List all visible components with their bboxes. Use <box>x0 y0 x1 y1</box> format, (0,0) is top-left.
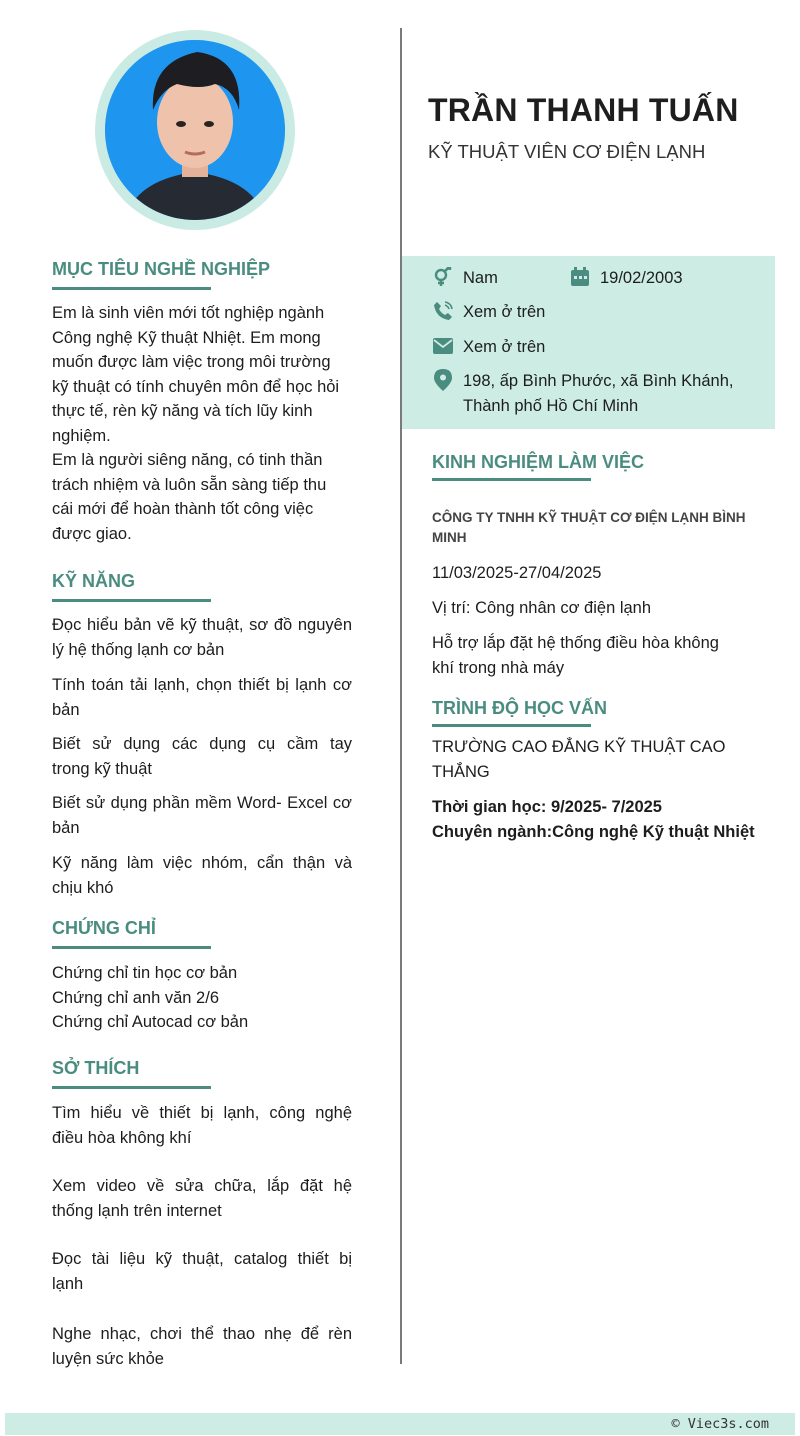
objective-line: Công nghệ Kỹ thuật Nhiệt. Em mong <box>52 328 321 347</box>
footer-watermark: © Viec3s.com <box>671 1416 769 1432</box>
hobby-item: Nghe nhạc, chơi thể thao nhẹ để rèn luyện sức khỏe <box>52 1325 352 1368</box>
objective-line: kỹ thuật có tính chuyên môn để học hỏi <box>52 377 340 396</box>
skill-item: Kỹ năng làm việc nhóm, cẩn thận và chịu khó <box>52 854 352 897</box>
phone-value: Xem ở trên <box>463 303 546 321</box>
person-photo-icon <box>105 40 285 220</box>
company-name: CÔNG TY TNHH KỸ THUẬT CƠ ĐIỆN LẠNH BÌNH MINH <box>432 510 746 545</box>
footer-bar <box>5 1413 795 1435</box>
birthday-value: 19/02/2003 <box>600 269 683 287</box>
school-name: TRƯỜNG CAO ĐẲNG KỸ THUẬT CAO THẮNG <box>432 738 726 781</box>
certificates-section <box>52 918 352 945</box>
contact-panel <box>402 256 775 429</box>
certificate-item: Chứng chỉ tin học cơ bản <box>52 964 238 982</box>
skill-item: Biết sử dụng các dụng cụ cầm tay trong kỹ thuật <box>52 735 352 778</box>
study-time: Thời gian học: 9/2025- 7/2025 <box>432 798 662 816</box>
gender-row <box>432 266 498 291</box>
email-row <box>432 335 545 360</box>
skill-item: Đọc hiểu bản vẽ kỹ thuật, sơ đồ nguyên lý hệ thống lạnh cơ bản <box>52 616 352 659</box>
objective-section <box>52 259 352 286</box>
education-details <box>432 795 772 844</box>
certificates-list <box>52 961 352 1035</box>
address-line-2: Thành phố Hồ Chí Minh <box>463 396 639 415</box>
objective-line: được giao. <box>52 524 132 543</box>
birthday-row <box>569 266 683 291</box>
certificate-item: Chứng chỉ anh văn 2/6 <box>52 988 219 1007</box>
calendar-icon <box>569 266 591 288</box>
candidate-role: KỸ THUẬT VIÊN CƠ ĐIỆN LẠNH <box>428 141 706 162</box>
hobby-item: Đọc tài liệu kỹ thuật, catalog thiết bị lạnh <box>52 1250 352 1293</box>
objective-line: thực tế, rèn kỹ năng và tích lũy kinh <box>52 402 313 420</box>
experience-position: Vị trí: Công nhân cơ điện lạnh <box>432 599 652 617</box>
gender-value: Nam <box>463 269 498 287</box>
certificate-item: Chứng chỉ Autocad cơ bản <box>52 1013 249 1031</box>
phone-row <box>432 300 545 325</box>
skills-section <box>52 571 352 598</box>
address-row <box>432 369 733 418</box>
objective-title: MỤC TIÊU NGHỀ NGHIỆP <box>52 259 352 286</box>
skill-item: Biết sử dụng phần mềm Word- Excel cơ bản <box>52 794 352 837</box>
objective-line: nghiệm. <box>52 426 111 445</box>
email-icon <box>432 335 454 357</box>
objective-line: Em là người siêng năng, có tinh thần <box>52 451 323 469</box>
hobbies-title: SỞ THÍCH <box>52 1058 352 1085</box>
experience-title: KINH NGHIỆM LÀM VIỆC <box>432 452 645 472</box>
study-major: Chuyên ngành:Công nghệ Kỹ thuật Nhiệt <box>432 822 755 841</box>
gender-icon <box>432 266 454 288</box>
phone-icon <box>432 300 454 322</box>
address-line-1: 198, ấp Bình Phước, xã Bình Khánh, <box>463 372 734 390</box>
column-divider <box>400 28 402 1364</box>
hobbies-section <box>52 1058 352 1085</box>
avatar <box>105 40 285 220</box>
address-value <box>463 369 733 418</box>
education-title: TRÌNH ĐỘ HỌC VẤN <box>432 698 607 718</box>
certificates-title: CHỨNG CHỈ <box>52 918 352 945</box>
experience-description: Hỗ trợ lắp đặt hệ thống điều hòa không khí trong nhà máy <box>432 634 719 677</box>
email-value: Xem ở trên <box>463 338 546 356</box>
skill-item: Tính toán tải lạnh, chọn thiết bị lạnh cơ bản <box>52 676 352 719</box>
hobby-item: Xem video về sửa chữa, lắp đặt hệ thống lạnh trên internet <box>52 1177 352 1220</box>
location-pin-icon <box>432 369 454 391</box>
skills-title: KỸ NĂNG <box>52 571 352 598</box>
objective-line: Em là sinh viên mới tốt nghiệp ngành <box>52 304 325 322</box>
objective-text <box>52 301 352 546</box>
experience-period: 11/03/2025-27/04/2025 <box>432 564 602 582</box>
objective-line: cái mới để hoàn thành tốt công việc <box>52 500 314 518</box>
objective-line: muốn được làm việc trong môi trường <box>52 353 331 371</box>
candidate-name: TRẦN THANH TUẤN <box>428 92 739 128</box>
hobby-item: Tìm hiểu về thiết bị lạnh, công nghệ điều hòa không khí <box>52 1104 352 1147</box>
objective-line: trách nhiệm và luôn sẵn sàng tiếp thu <box>52 475 327 494</box>
